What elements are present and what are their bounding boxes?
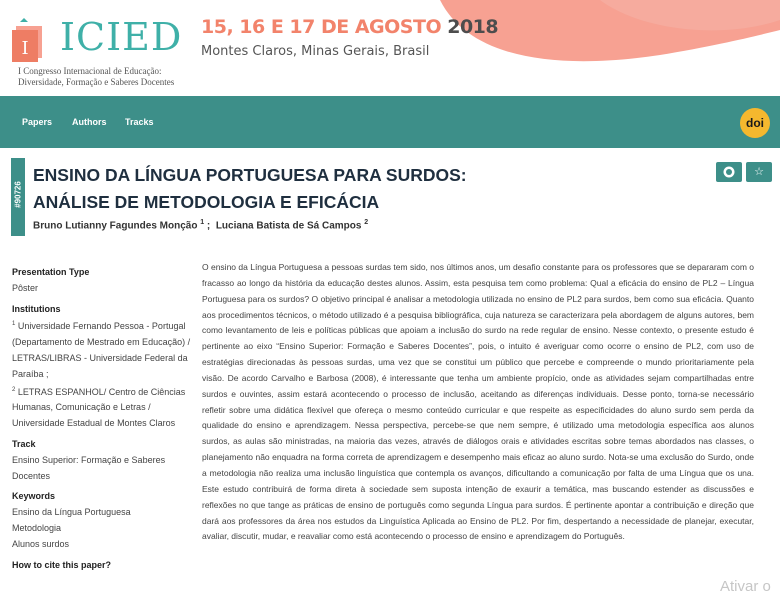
keywords-label: Keywords: [12, 491, 56, 502]
nav-tracks[interactable]: Tracks: [125, 117, 154, 127]
logo-roman: I: [21, 38, 29, 59]
favorite-button[interactable]: [746, 162, 772, 182]
paper-id: #90726: [13, 181, 23, 208]
institution-2-text: LETRAS ESPANHOL/ Centro de Ciências Humanas, Comunicação e Letras / Universidade Estadual de Montes Claros: [12, 386, 186, 429]
paper-authors: [33, 219, 368, 231]
logo-subtitle: [18, 66, 218, 88]
author-2-sup: 2: [364, 219, 369, 226]
doi-download-button[interactable]: [716, 162, 742, 182]
keyword-item[interactable]: Ensino da Língua Portuguesa: [12, 507, 131, 518]
author-1[interactable]: Bruno Lutianny Fagundes Monção: [33, 220, 198, 232]
institution-1-text: Universidade Fernando Pessoa - Portugal (Departamento de Mestrado em Educação) / LETRAS/LIBRAS - Universidade Federal da Paraíba ;: [12, 321, 191, 379]
nav-authors[interactable]: Authors: [72, 117, 107, 127]
cite-paper-link[interactable]: How to cite this paper?: [12, 559, 112, 570]
paper-sidebar: [12, 265, 192, 573]
author-1-sup: 1: [200, 219, 205, 226]
doi-small-icon: [723, 166, 735, 178]
author-2[interactable]: Luciana Batista de Sá Campos: [215, 220, 362, 232]
event-place: Montes Claros, Minas Gerais, Brasil: [201, 44, 430, 59]
logo-name: ICIED: [60, 15, 183, 59]
presentation-type-value: Pôster: [12, 282, 39, 293]
paper-title-line2: ANÁLISE DE METODOLOGIA E EFICÁCIA: [33, 192, 380, 212]
star-icon: ☆: [754, 166, 764, 178]
logo-subtitle-line2: Diversidade, Formação e Saberes Docentes: [18, 77, 175, 87]
event-year: 2018: [447, 16, 499, 38]
track-label: Track: [12, 438, 36, 449]
institution-2-sup: 2: [12, 386, 16, 393]
event-dates-text: 15, 16 E 17 DE AGOSTO: [201, 16, 442, 38]
paper-id-tab: [11, 158, 25, 236]
institution-2: [12, 383, 192, 432]
track-value[interactable]: Ensino Superior: Formação e Saberes Docentes: [12, 454, 166, 481]
book-logo-icon: [10, 18, 50, 62]
paper-title: [33, 162, 593, 216]
institution-1: [12, 317, 192, 382]
presentation-type-label: Presentation Type: [12, 267, 90, 277]
institution-1-sup: 1: [12, 321, 16, 328]
activation-watermark: Ativar o: [720, 578, 771, 595]
paper-title-line1: ENSINO DA LÍNGUA PORTUGUESA PARA SURDOS:: [33, 165, 467, 185]
main-nav: [0, 96, 780, 148]
nav-papers[interactable]: Papers: [22, 117, 53, 127]
institutions-label: Institutions: [12, 303, 61, 314]
keyword-item[interactable]: Metodologia: [12, 522, 62, 533]
doi-icon[interactable]: doi: [740, 108, 770, 138]
event-dates: [201, 16, 498, 38]
header-banner: [0, 0, 780, 96]
logo-subtitle-line1: I Congresso Internacional de Educação:: [18, 66, 162, 76]
paper-abstract: O ensino da Língua Portuguesa a pessoas surdas tem sido, nos últimos anos, um desafio constante para os professores que se depararam com o fracasso ao longo da história da educação destes alunos. Assim, esta pesquisa tem como problema: Qual a eficácia do ensino de PL2 – Língua Portuguesa para os surdos? O objetivo principal é analisar a metodologia utilizada no ensino de PL2 para surdos, bem como sua eficácia. Quanto aos procedimentos técnicos, o método utilizado é a pesquisa bibliográfica, cuja natureza se caracterizara pela abordagem de alguns autores, bem como levantamento de leis e políticas públicas que apoiam a inclusão do surdo na rede regular de ensino. Nesse contexto, o presente estudo é pertinente ao eixo “Ensino Superior: Formação e Saberes Docentes”, pois, o intuito é averiguar como ocorre o ensino de PL2, com uso de estratégias direcionadas às pessoas surdas, uma vez que se constitui um público que percebe e compreende o mundo prioritariamente pela visão. De acordo Carvalho e Barbosa (2008), é interessante que tenha um ambiente propício, onde as atividades sejam compartilhadas entre surdos e ouvintes, assim estará acontecendo o processo de inclusão, aceitando as diferenças individuais. Desse ponto, torna-se necessário refletir sobre uma didática flexível que ofereça o mesmo conteúdo curricular e que respeite as especificidades do aluno surdo sem perda da qualidade do ensino e aprendizagem. Nessa perspectiva, percebe-se que nem sempre, é utilizado uma metodologia específica aos alunos surdos, as aulas são ministradas, na maioria das vezes, através de diálogos orais e atividades escritas sobre temas abordados nas classes, o planejamento não enquadra na forma correta de aprendizagem e desempenho mais eficaz ao aluno surdo. Nota-se uma exclusão do Surdo, onde a metodologia não realiza uma inclusão linguística que contempla os avanços, dificultando a comunicação por falta de uma Língua que os una. Este estudo contribuirá de forma direta à sociedade sem suposta intenção de exaurir a temática, mas buscando estender as discussões e reflexões no que tange as práticas de ensino de português como segunda Língua para surdos. É pertinente apontar a contribuição e direção que dará aos professores da área nos estudos da Linguística Aplicada ao Ensino de PL2. Por fim, despertando a necessidade de planejar, executar, avaliar, discutir, mudar, e reavaliar como está acontecendo o processo de ensino e aprendizagem do Português.: [202, 262, 754, 542]
keyword-item[interactable]: Alunos surdos: [12, 538, 70, 549]
author-separator: ;: [206, 220, 211, 232]
